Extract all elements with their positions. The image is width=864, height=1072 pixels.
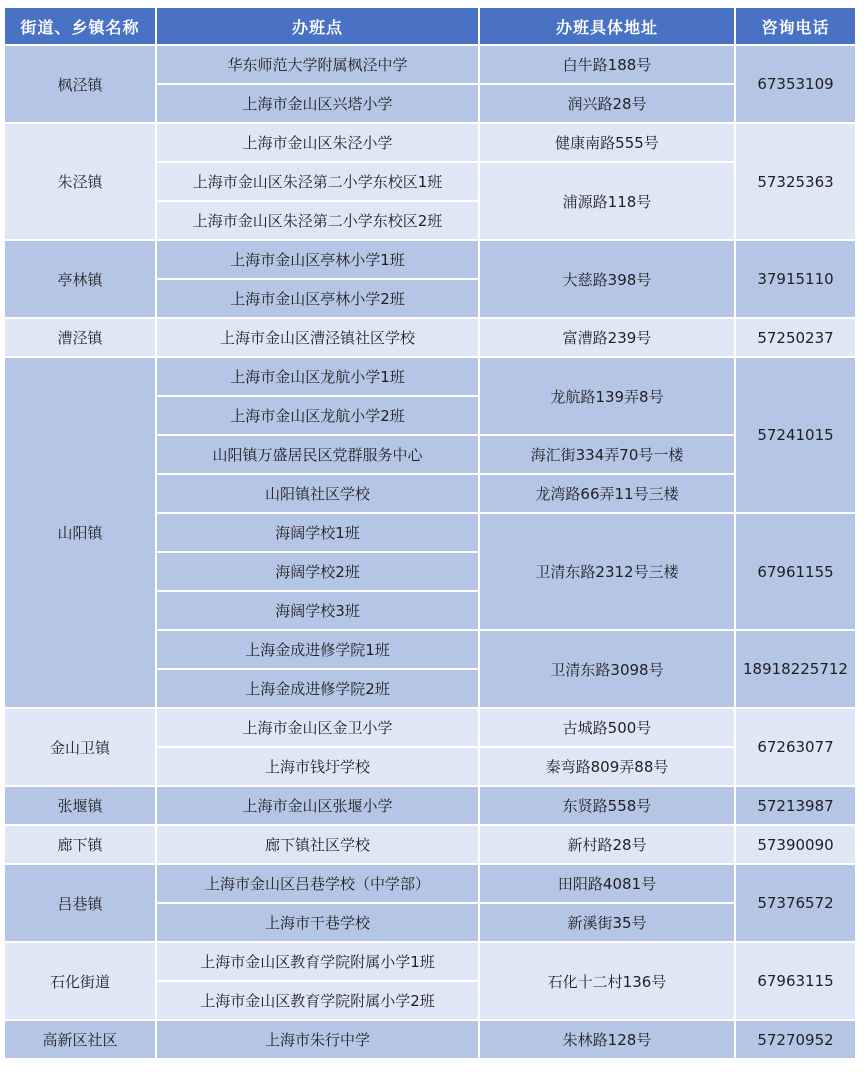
site-cell: 上海市金山区兴塔小学 — [157, 85, 480, 124]
address-cell: 石化十二村136号 — [480, 943, 736, 1021]
town-cell: 漕泾镇 — [5, 319, 157, 358]
training-sites-table — [5, 8, 857, 1060]
phone-cell: 67963115 — [736, 943, 857, 1021]
address-cell: 富漕路239号 — [480, 319, 736, 358]
town-cell: 吕巷镇 — [5, 865, 157, 943]
phone-cell: 57270952 — [736, 1021, 857, 1060]
table-row — [5, 1021, 857, 1060]
town-cell: 石化街道 — [5, 943, 157, 1021]
site-cell: 上海市金山区朱泾第二小学东校区1班 — [157, 163, 480, 202]
site-cell: 上海市金山区亭林小学2班 — [157, 280, 480, 319]
address-cell: 东贤路558号 — [480, 787, 736, 826]
site-cell: 上海市金山区漕泾镇社区学校 — [157, 319, 480, 358]
site-cell: 上海市金山区龙航小学2班 — [157, 397, 480, 436]
site-cell: 上海金成进修学院2班 — [157, 670, 480, 709]
header-phone: 咨询电话 — [736, 8, 857, 46]
site-cell: 上海市金山区金卫小学 — [157, 709, 480, 748]
address-cell: 海汇街334弄70号一楼 — [480, 436, 736, 475]
phone-cell: 67263077 — [736, 709, 857, 787]
town-cell: 山阳镇 — [5, 358, 157, 709]
site-cell: 海阔学校2班 — [157, 553, 480, 592]
site-cell: 上海市金山区龙航小学1班 — [157, 358, 480, 397]
address-cell: 朱林路128号 — [480, 1021, 736, 1060]
site-cell: 上海市金山区朱泾第二小学东校区2班 — [157, 202, 480, 241]
phone-cell: 37915110 — [736, 241, 857, 319]
site-cell: 廊下镇社区学校 — [157, 826, 480, 865]
phone-cell: 57325363 — [736, 124, 857, 241]
table-row — [5, 358, 857, 397]
address-cell: 龙航路139弄8号 — [480, 358, 736, 436]
phone-cell: 57250237 — [736, 319, 857, 358]
site-cell: 上海市金山区教育学院附属小学1班 — [157, 943, 480, 982]
phone-cell: 67353109 — [736, 46, 857, 124]
site-cell: 上海市金山区教育学院附属小学2班 — [157, 982, 480, 1021]
address-cell: 新溪街35号 — [480, 904, 736, 943]
site-cell: 上海市朱行中学 — [157, 1021, 480, 1060]
site-cell: 华东师范大学附属枫泾中学 — [157, 46, 480, 85]
town-cell: 朱泾镇 — [5, 124, 157, 241]
table-row — [5, 46, 857, 85]
phone-cell: 67961155 — [736, 514, 857, 631]
site-cell: 上海金成进修学院1班 — [157, 631, 480, 670]
table-header-row — [5, 8, 857, 46]
address-cell: 浦源路118号 — [480, 163, 736, 241]
site-cell: 上海市金山区亭林小学1班 — [157, 241, 480, 280]
address-cell: 健康南路555号 — [480, 124, 736, 163]
phone-cell: 57213987 — [736, 787, 857, 826]
address-cell: 古城路500号 — [480, 709, 736, 748]
address-cell: 田阳路4081号 — [480, 865, 736, 904]
table-row — [5, 826, 857, 865]
phone-cell: 57241015 — [736, 358, 857, 514]
table-body — [5, 46, 857, 1060]
header-address: 办班具体地址 — [480, 8, 736, 46]
table-row — [5, 865, 857, 904]
site-cell: 上海市金山区吕巷学校（中学部） — [157, 865, 480, 904]
table-row — [5, 943, 857, 982]
site-cell: 山阳镇社区学校 — [157, 475, 480, 514]
site-cell: 上海市干巷学校 — [157, 904, 480, 943]
address-cell: 新村路28号 — [480, 826, 736, 865]
phone-cell: 18918225712 — [736, 631, 857, 709]
site-cell: 上海市金山区张堰小学 — [157, 787, 480, 826]
table-row — [5, 709, 857, 748]
phone-cell: 57390090 — [736, 826, 857, 865]
town-cell: 廊下镇 — [5, 826, 157, 865]
address-cell: 秦弯路809弄88号 — [480, 748, 736, 787]
address-cell: 白牛路188号 — [480, 46, 736, 85]
table-row — [5, 241, 857, 280]
town-cell: 张堰镇 — [5, 787, 157, 826]
table-row — [5, 787, 857, 826]
address-cell: 卫清东路2312号三楼 — [480, 514, 736, 631]
table-row — [5, 124, 857, 163]
address-cell: 龙湾路66弄11号三楼 — [480, 475, 736, 514]
header-site: 办班点 — [157, 8, 480, 46]
address-cell: 卫清东路3098号 — [480, 631, 736, 709]
address-cell: 润兴路28号 — [480, 85, 736, 124]
town-cell: 枫泾镇 — [5, 46, 157, 124]
table-row — [5, 319, 857, 358]
site-cell: 上海市钱圩学校 — [157, 748, 480, 787]
site-cell: 山阳镇万盛居民区党群服务中心 — [157, 436, 480, 475]
site-cell: 上海市金山区朱泾小学 — [157, 124, 480, 163]
address-cell: 大慈路398号 — [480, 241, 736, 319]
site-cell: 海阔学校3班 — [157, 592, 480, 631]
town-cell: 亭林镇 — [5, 241, 157, 319]
phone-cell: 57376572 — [736, 865, 857, 943]
site-cell: 海阔学校1班 — [157, 514, 480, 553]
town-cell: 金山卫镇 — [5, 709, 157, 787]
header-town: 街道、乡镇名称 — [5, 8, 157, 46]
town-cell: 高新区社区 — [5, 1021, 157, 1060]
